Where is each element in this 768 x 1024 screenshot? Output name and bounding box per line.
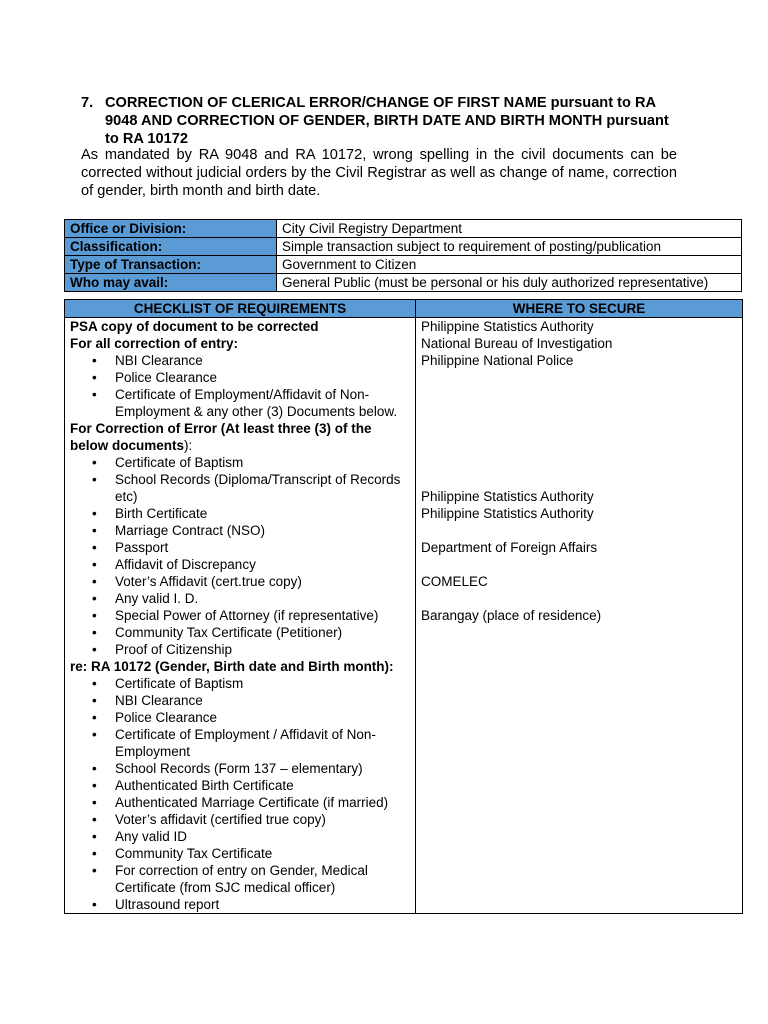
list-item: • Certificate of Employment/Affidavit of Non-Employment & any other (3) Documents below. <box>70 386 410 420</box>
info-label: Who may avail: <box>65 274 277 292</box>
error-heading <box>70 420 410 454</box>
list-item: • Community Tax Certificate (Petitioner) <box>70 624 410 641</box>
section-title: CORRECTION OF CLERICAL ERROR/CHANGE OF FIRST NAME pursuant to RA 9048 AND CORRECTION OF GENDER, BIRTH DATE AND BIRTH MONTH pursuant to RA 10172 <box>105 95 669 147</box>
list-item: • Birth Certificate <box>70 505 410 522</box>
info-label: Classification: <box>65 238 277 256</box>
info-label: Type of Transaction: <box>65 256 277 274</box>
list-item: • Ultrasound report <box>70 896 410 913</box>
where-item: Barangay (place of residence) <box>421 608 602 623</box>
where-item: COMELEC <box>421 574 488 589</box>
ra-heading: re: RA 10172 (Gender, Birth date and Birth month): <box>70 659 394 674</box>
where-item: Philippine Statistics Authority <box>421 506 594 521</box>
list-item: • Marriage Contract (NSO) <box>70 522 410 539</box>
section-number: 7. <box>81 95 94 111</box>
info-value: General Public (must be personal or his duly authorized representative) <box>277 274 742 292</box>
list-item: • NBI Clearance <box>70 352 410 369</box>
intro-paragraph: As mandated by RA 9048 and RA 10172, wrong spelling in the civil documents can be corrected without judicial orders by the Civil Registrar as well as change of name, correction of gender, birth month and birth date. <box>81 147 677 199</box>
list-item: • Certificate of Baptism <box>70 675 410 692</box>
list-item: • Affidavit of Discrepancy <box>70 556 410 573</box>
list-item: • Police Clearance <box>70 369 410 386</box>
where-cell <box>416 318 743 914</box>
info-value: Simple transaction subject to requirement of posting/publication <box>277 238 742 256</box>
info-row <box>65 256 742 274</box>
error-heading-tail: ): <box>184 438 193 453</box>
where-header: WHERE TO SECURE <box>416 300 743 318</box>
list-item: • Passport <box>70 539 410 556</box>
error-heading-bold: For Correction of Error (At least three (3) of the below documents <box>70 421 372 453</box>
where-item: Philippine Statistics Authority <box>421 319 594 334</box>
where-item: Philippine Statistics Authority <box>421 489 594 504</box>
all-correction-heading: For all correction of entry: <box>70 336 239 351</box>
checklist-header: CHECKLIST OF REQUIREMENTS <box>65 300 416 318</box>
service-info-table <box>64 219 742 292</box>
list-item: • Certificate of Baptism <box>70 454 410 471</box>
info-row <box>65 274 742 292</box>
info-value: City Civil Registry Department <box>277 220 742 238</box>
where-item: Department of Foreign Affairs <box>421 540 598 555</box>
list-item: • For correction of entry on Gender, Medical Certificate (from SJC medical officer) <box>70 862 410 896</box>
list-item: • Community Tax Certificate <box>70 845 410 862</box>
list-item: • Authenticated Birth Certificate <box>70 777 410 794</box>
info-label: Office or Division: <box>65 220 277 238</box>
list-item: • School Records (Diploma/Transcript of Records etc) <box>70 471 410 505</box>
info-value: Government to Citizen <box>277 256 742 274</box>
section-heading <box>81 94 681 148</box>
info-row <box>65 238 742 256</box>
list-item: • School Records (Form 137 – elementary) <box>70 760 410 777</box>
list-item: • NBI Clearance <box>70 692 410 709</box>
list-item: • Voter’s Affidavit (cert.true copy) <box>70 573 410 590</box>
info-row <box>65 220 742 238</box>
psa-copy-label: PSA copy of document to be corrected <box>70 319 319 334</box>
checklist-cell <box>65 318 416 914</box>
requirements-table <box>64 299 743 914</box>
list-item: • Any valid I. D. <box>70 590 410 607</box>
list-item: • Certificate of Employment / Affidavit of Non-Employment <box>70 726 410 760</box>
list-item: • Special Power of Attorney (if representative) <box>70 607 410 624</box>
where-item: National Bureau of Investigation <box>421 336 613 351</box>
list-item: • Any valid ID <box>70 828 410 845</box>
list-item: • Police Clearance <box>70 709 410 726</box>
list-item: • Authenticated Marriage Certificate (if married) <box>70 794 410 811</box>
where-item: Philippine National Police <box>421 353 574 368</box>
list-item: • Voter’s affidavit (certified true copy) <box>70 811 410 828</box>
list-item: • Proof of Citizenship <box>70 641 410 658</box>
